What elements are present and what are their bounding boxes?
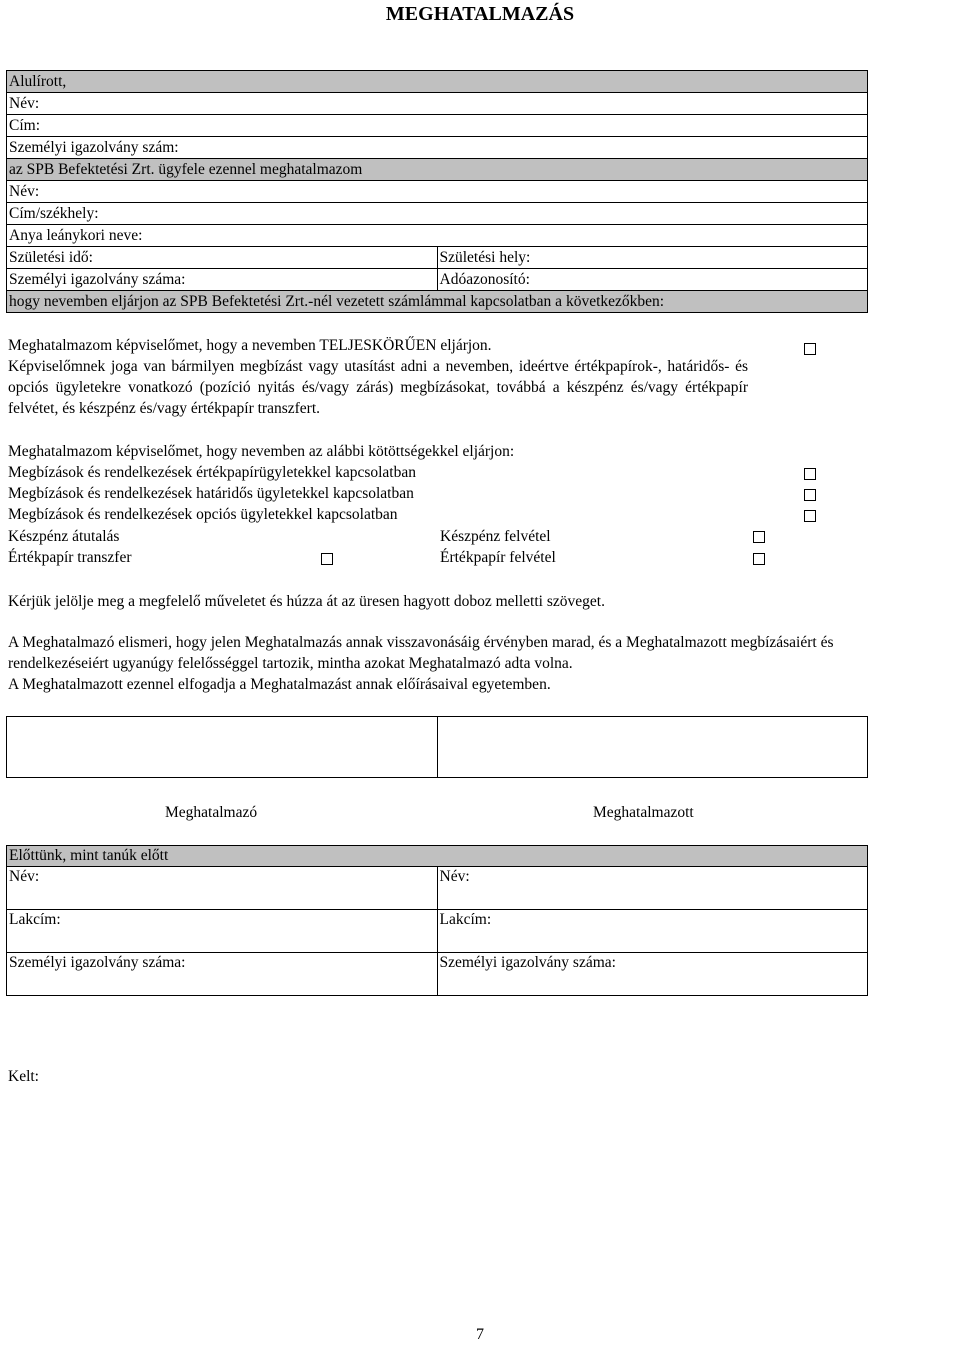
security-withdrawal-checkbox[interactable]: [753, 553, 765, 565]
page-title: MEGHATALMAZÁS: [385, 3, 575, 25]
agent-signature-label: Meghatalmazott: [593, 804, 694, 821]
options-checkbox[interactable]: [804, 510, 816, 522]
full-authority-description: Képviselőmnek joga van bármilyen megbízást vagy utasítást adni a nevemben, ideértve értékpapírok-, határidős- és opciós ügyletekre vonatkozó (pozíció nyitás és/vagy zárás) megbízásokat, továbbá a készpénz és/vagy értékpapír felvétet, és készpénz és/vagy értékpapír transzfert.: [8, 358, 748, 417]
limited-item-securities: Megbízások és rendelkezések értékpapírügyletekkel kapcsolatban: [8, 464, 416, 481]
form-row: [7, 159, 868, 181]
form-cell[interactable]: Személyi igazolvány száma:: [7, 269, 438, 291]
form-row: [7, 181, 868, 203]
form-row: [7, 225, 868, 247]
form-cell[interactable]: Születési hely:: [437, 247, 868, 269]
form-row: [7, 203, 868, 225]
witness2-name[interactable]: Név:: [437, 867, 868, 910]
security-transfer-label: Értékpapír transzfer: [8, 549, 132, 566]
form-cell[interactable]: Cím:: [7, 115, 868, 137]
limited-item-options: Megbízások és rendelkezések opciós ügyletekkel kapcsolatban: [8, 506, 398, 523]
signature-boxes: [6, 716, 868, 778]
form-row: [7, 247, 868, 269]
form-row: [7, 93, 868, 115]
witness1-address[interactable]: Lakcím:: [7, 910, 438, 953]
form-cell[interactable]: Név:: [7, 93, 868, 115]
form-cell[interactable]: Név:: [7, 181, 868, 203]
witness-header: Előttünk, mint tanúk előtt: [7, 846, 868, 867]
form-cell: hogy nevemben eljárjon az SPB Befektetési Zrt.-nél vezetett számlámmal kapcsolatban a következőkben:: [7, 291, 868, 313]
futures-checkbox[interactable]: [804, 489, 816, 501]
acknowledgement-line-1: A Meghatalmazó elismeri, hogy jelen Meghatalmazás annak visszavonásáig érvényben marad, és a Meghatalmazott megbízásaiért és: [8, 634, 834, 651]
witness1-name[interactable]: Név:: [7, 867, 438, 910]
form-cell[interactable]: Anya leánykori neve:: [7, 225, 868, 247]
page-number: 7: [476, 1326, 484, 1343]
acceptance-text: A Meghatalmazott ezennel elfogadja a Meghatalmazást annak előírásaival egyetemben.: [8, 676, 551, 693]
instruction-text: Kérjük jelölje meg a megfelelő műveletet és húzza át az üresen hagyott doboz melletti szöveget.: [8, 593, 605, 610]
date-label: Kelt:: [8, 1068, 39, 1085]
witness2-address[interactable]: Lakcím:: [437, 910, 868, 953]
security-withdrawal-label: Értékpapír felvétel: [440, 549, 556, 566]
form-cell[interactable]: Cím/székhely:: [7, 203, 868, 225]
form-row: [7, 269, 868, 291]
acknowledgement-line-2: rendelkezéseiért ugyanúgy felelősséggel tartozik, mintha azokat Meghatalmazó adta volna.: [8, 655, 573, 672]
form-cell[interactable]: Születési idő:: [7, 247, 438, 269]
securities-checkbox[interactable]: [804, 468, 816, 480]
form-row: [7, 137, 868, 159]
principal-signature-box[interactable]: [7, 717, 438, 778]
form-cell: Alulírott,: [7, 71, 868, 93]
cash-withdrawal-label: Készpénz felvétel: [440, 528, 551, 545]
form-row: [7, 291, 868, 313]
security-transfer-checkbox[interactable]: [321, 553, 333, 565]
form-row: [7, 71, 868, 93]
form-cell: az SPB Befektetési Zrt. ügyfele ezennel meghatalmazom: [7, 159, 868, 181]
agent-signature-box[interactable]: [437, 717, 868, 778]
principal-signature-label: Meghatalmazó: [165, 804, 258, 821]
form-cell[interactable]: Személyi igazolvány szám:: [7, 137, 868, 159]
full-authority-checkbox[interactable]: [804, 343, 816, 355]
limited-item-futures: Megbízások és rendelkezések határidős ügyletekkel kapcsolatban: [8, 485, 414, 502]
principal-agent-form: [6, 70, 868, 313]
witness-table: [6, 845, 868, 996]
witness2-id[interactable]: Személyi igazolvány száma:: [437, 953, 868, 996]
witness1-id[interactable]: Személyi igazolvány száma:: [7, 953, 438, 996]
full-authority-line: Meghatalmazom képviselőmet, hogy a nevemben TELJESKÖRŰEN eljárjon.: [8, 337, 492, 354]
form-cell[interactable]: Adóazonosító:: [437, 269, 868, 291]
cash-withdrawal-checkbox[interactable]: [753, 531, 765, 543]
cash-transfer-label: Készpénz átutalás: [8, 528, 120, 545]
limited-authority-intro: Meghatalmazom képviselőmet, hogy nevemben az alábbi kötöttségekkel eljárjon:: [8, 443, 515, 460]
form-row: [7, 115, 868, 137]
